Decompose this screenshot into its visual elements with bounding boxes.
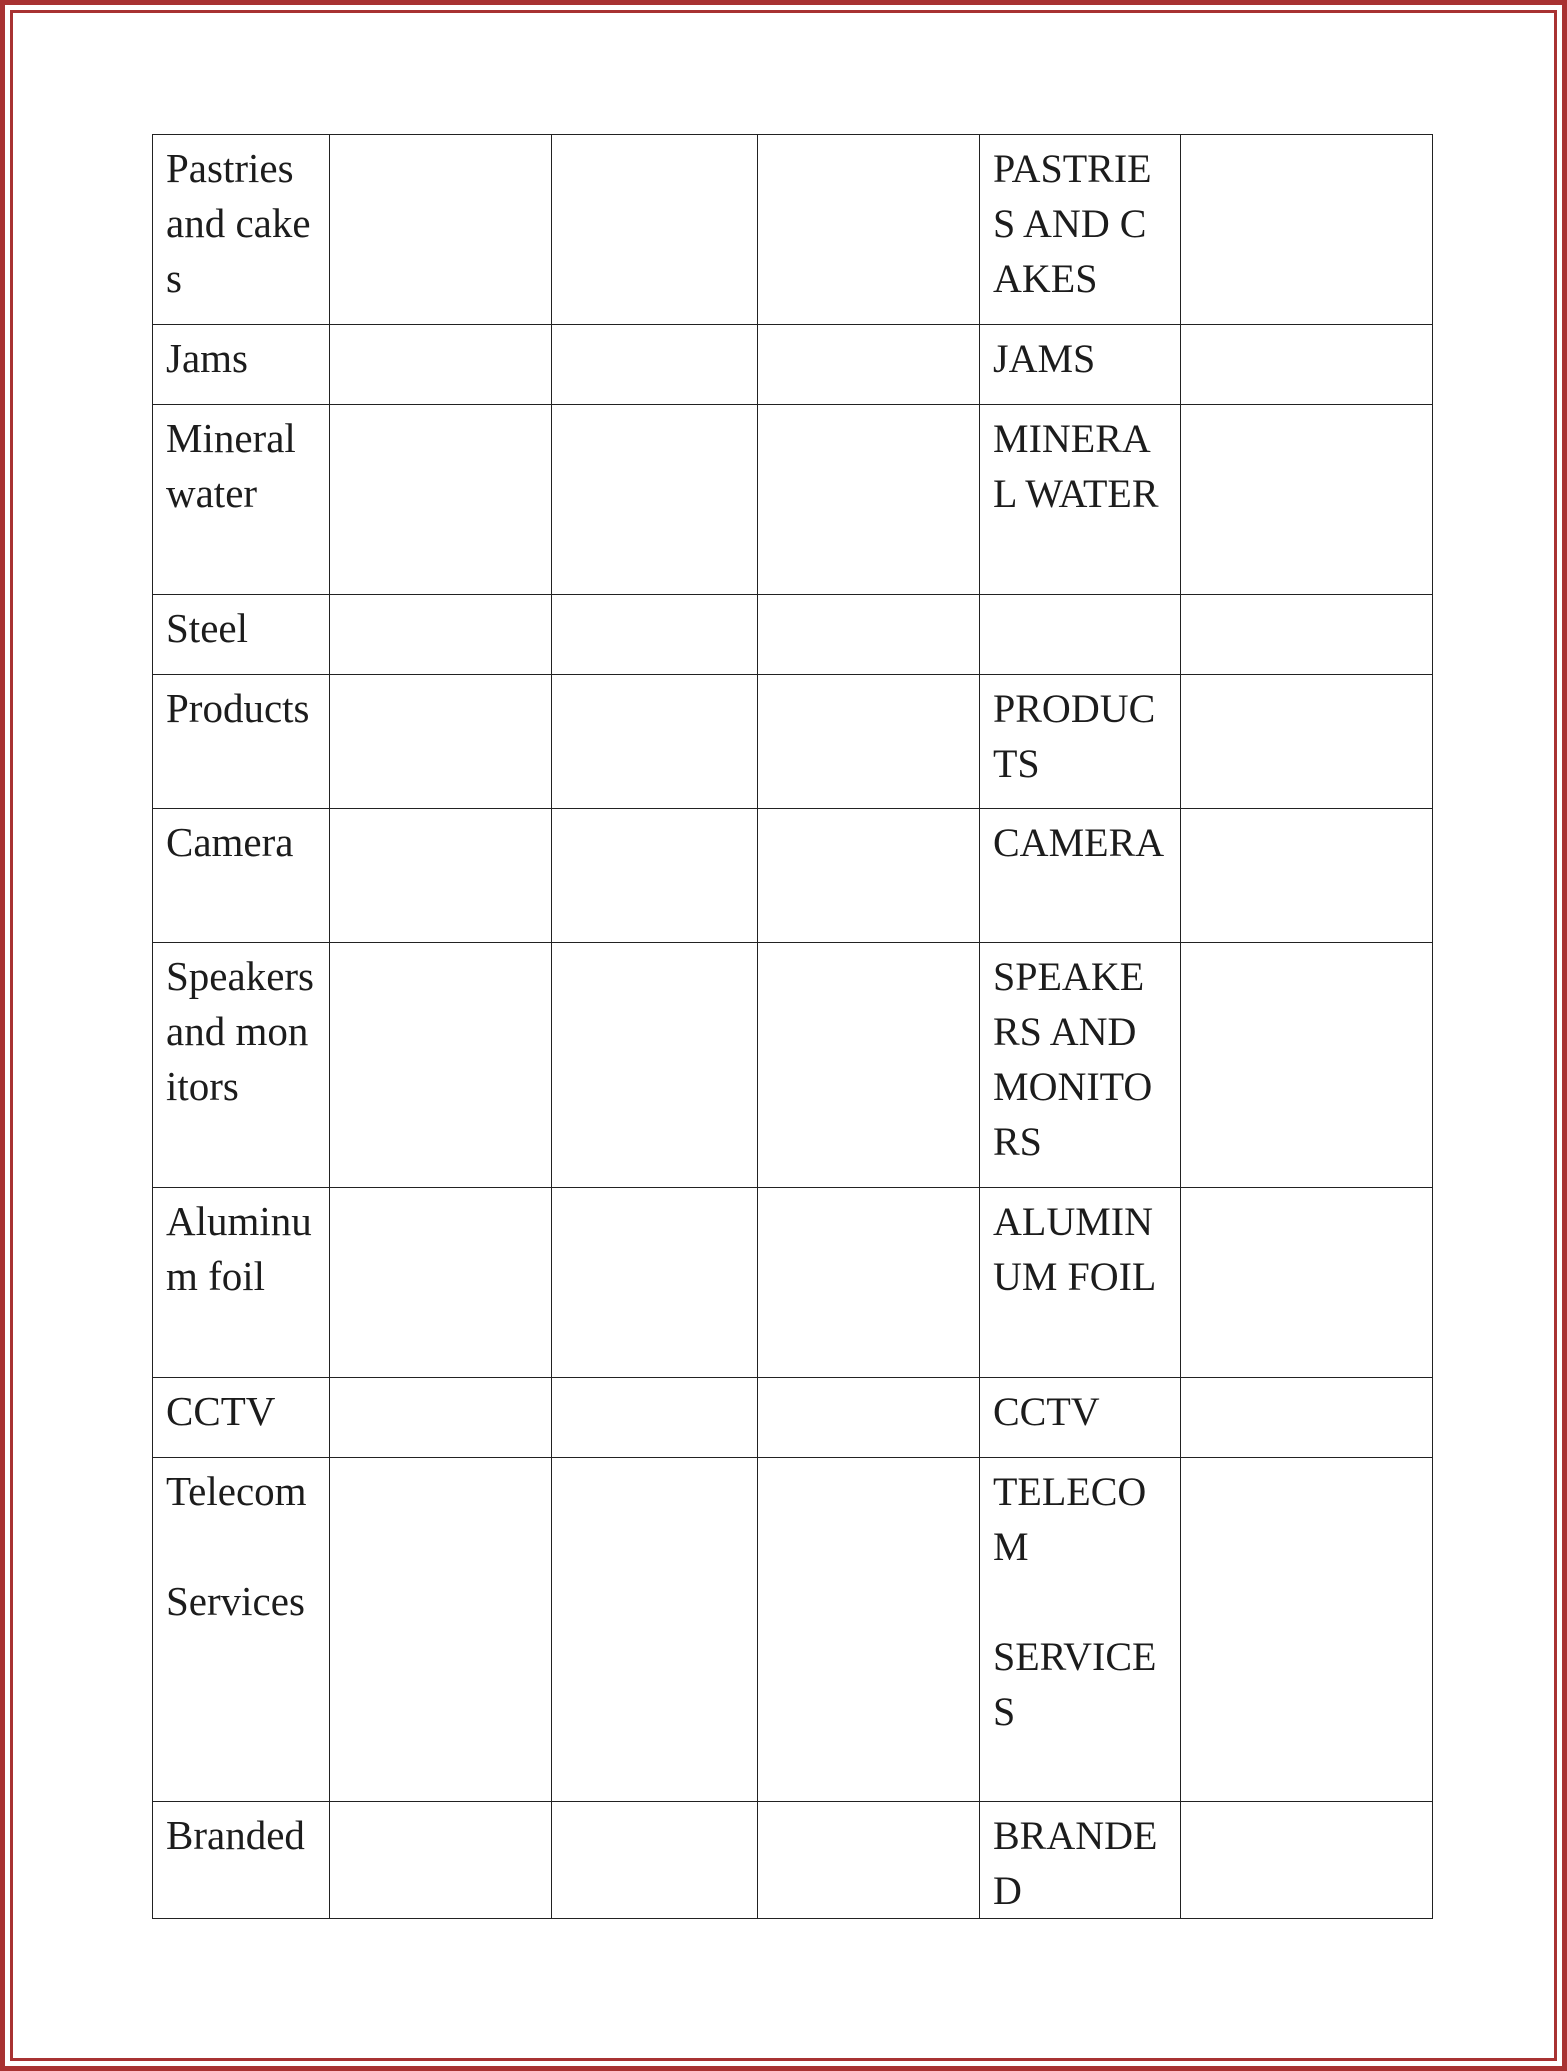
empty-cell bbox=[330, 1802, 552, 1919]
empty-cell bbox=[758, 135, 980, 325]
empty-cell bbox=[330, 1378, 552, 1458]
product-name-cell: Jams bbox=[153, 325, 330, 405]
product-label-cell: CAMERA bbox=[980, 809, 1181, 943]
empty-cell bbox=[1181, 1188, 1433, 1378]
product-name-cell: Camera bbox=[153, 809, 330, 943]
product-name-cell: Steel bbox=[153, 595, 330, 675]
empty-cell bbox=[1181, 1378, 1433, 1458]
table-row bbox=[153, 809, 1433, 943]
product-name-cell: Speakers and monitors bbox=[153, 943, 330, 1188]
empty-cell bbox=[1181, 325, 1433, 405]
empty-cell bbox=[1181, 1802, 1433, 1919]
empty-cell bbox=[1181, 943, 1433, 1188]
empty-cell bbox=[330, 405, 552, 595]
empty-cell bbox=[330, 1188, 552, 1378]
product-label-cell: CCTV bbox=[980, 1378, 1181, 1458]
table-row bbox=[153, 1188, 1433, 1378]
product-label-cell: JAMS bbox=[980, 325, 1181, 405]
product-label-cell: PASTRIES AND CAKES bbox=[980, 135, 1181, 325]
empty-cell bbox=[758, 943, 980, 1188]
empty-cell bbox=[552, 405, 758, 595]
table-row bbox=[153, 1802, 1433, 1919]
empty-cell bbox=[330, 675, 552, 809]
empty-cell bbox=[552, 675, 758, 809]
product-name-cell: Aluminum foil bbox=[153, 1188, 330, 1378]
empty-cell bbox=[758, 595, 980, 675]
table-row bbox=[153, 1378, 1433, 1458]
product-name-cell: Telecom Services bbox=[153, 1458, 330, 1802]
table-row bbox=[153, 1458, 1433, 1802]
product-label-cell bbox=[980, 595, 1181, 675]
product-name-cell: Products bbox=[153, 675, 330, 809]
table-row bbox=[153, 943, 1433, 1188]
empty-cell bbox=[330, 135, 552, 325]
empty-cell bbox=[1181, 405, 1433, 595]
table-row bbox=[153, 675, 1433, 809]
empty-cell bbox=[552, 595, 758, 675]
empty-cell bbox=[330, 943, 552, 1188]
product-label-cell: TELECOM SERVICES bbox=[980, 1458, 1181, 1802]
empty-cell bbox=[1181, 675, 1433, 809]
empty-cell bbox=[1181, 595, 1433, 675]
empty-cell bbox=[758, 1188, 980, 1378]
empty-cell bbox=[552, 943, 758, 1188]
product-label-cell: ALUMINUM FOIL bbox=[980, 1188, 1181, 1378]
product-name-cell: Branded bbox=[153, 1802, 330, 1919]
product-name-cell: CCTV bbox=[153, 1378, 330, 1458]
empty-cell bbox=[552, 325, 758, 405]
empty-cell bbox=[758, 1458, 980, 1802]
empty-cell bbox=[758, 325, 980, 405]
table-row bbox=[153, 405, 1433, 595]
table-row bbox=[153, 135, 1433, 325]
empty-cell bbox=[758, 1802, 980, 1919]
empty-cell bbox=[552, 1378, 758, 1458]
product-label-cell: BRANDED bbox=[980, 1802, 1181, 1919]
empty-cell bbox=[1181, 1458, 1433, 1802]
empty-cell bbox=[758, 1378, 980, 1458]
table-row bbox=[153, 595, 1433, 675]
empty-cell bbox=[1181, 135, 1433, 325]
table-row bbox=[153, 325, 1433, 405]
product-label-cell: PRODUCTS bbox=[980, 675, 1181, 809]
product-table bbox=[152, 134, 1433, 1919]
empty-cell bbox=[330, 1458, 552, 1802]
product-name-cell: Pastries and cakes bbox=[153, 135, 330, 325]
empty-cell bbox=[552, 1188, 758, 1378]
empty-cell bbox=[758, 405, 980, 595]
empty-cell bbox=[330, 809, 552, 943]
empty-cell bbox=[1181, 809, 1433, 943]
product-name-cell: Mineral water bbox=[153, 405, 330, 595]
empty-cell bbox=[552, 135, 758, 325]
empty-cell bbox=[552, 809, 758, 943]
empty-cell bbox=[552, 1802, 758, 1919]
empty-cell bbox=[758, 675, 980, 809]
product-label-cell: MINERAL WATER bbox=[980, 405, 1181, 595]
empty-cell bbox=[552, 1458, 758, 1802]
empty-cell bbox=[758, 809, 980, 943]
empty-cell bbox=[330, 595, 552, 675]
empty-cell bbox=[330, 325, 552, 405]
product-label-cell: SPEAKERS AND MONITORS bbox=[980, 943, 1181, 1188]
